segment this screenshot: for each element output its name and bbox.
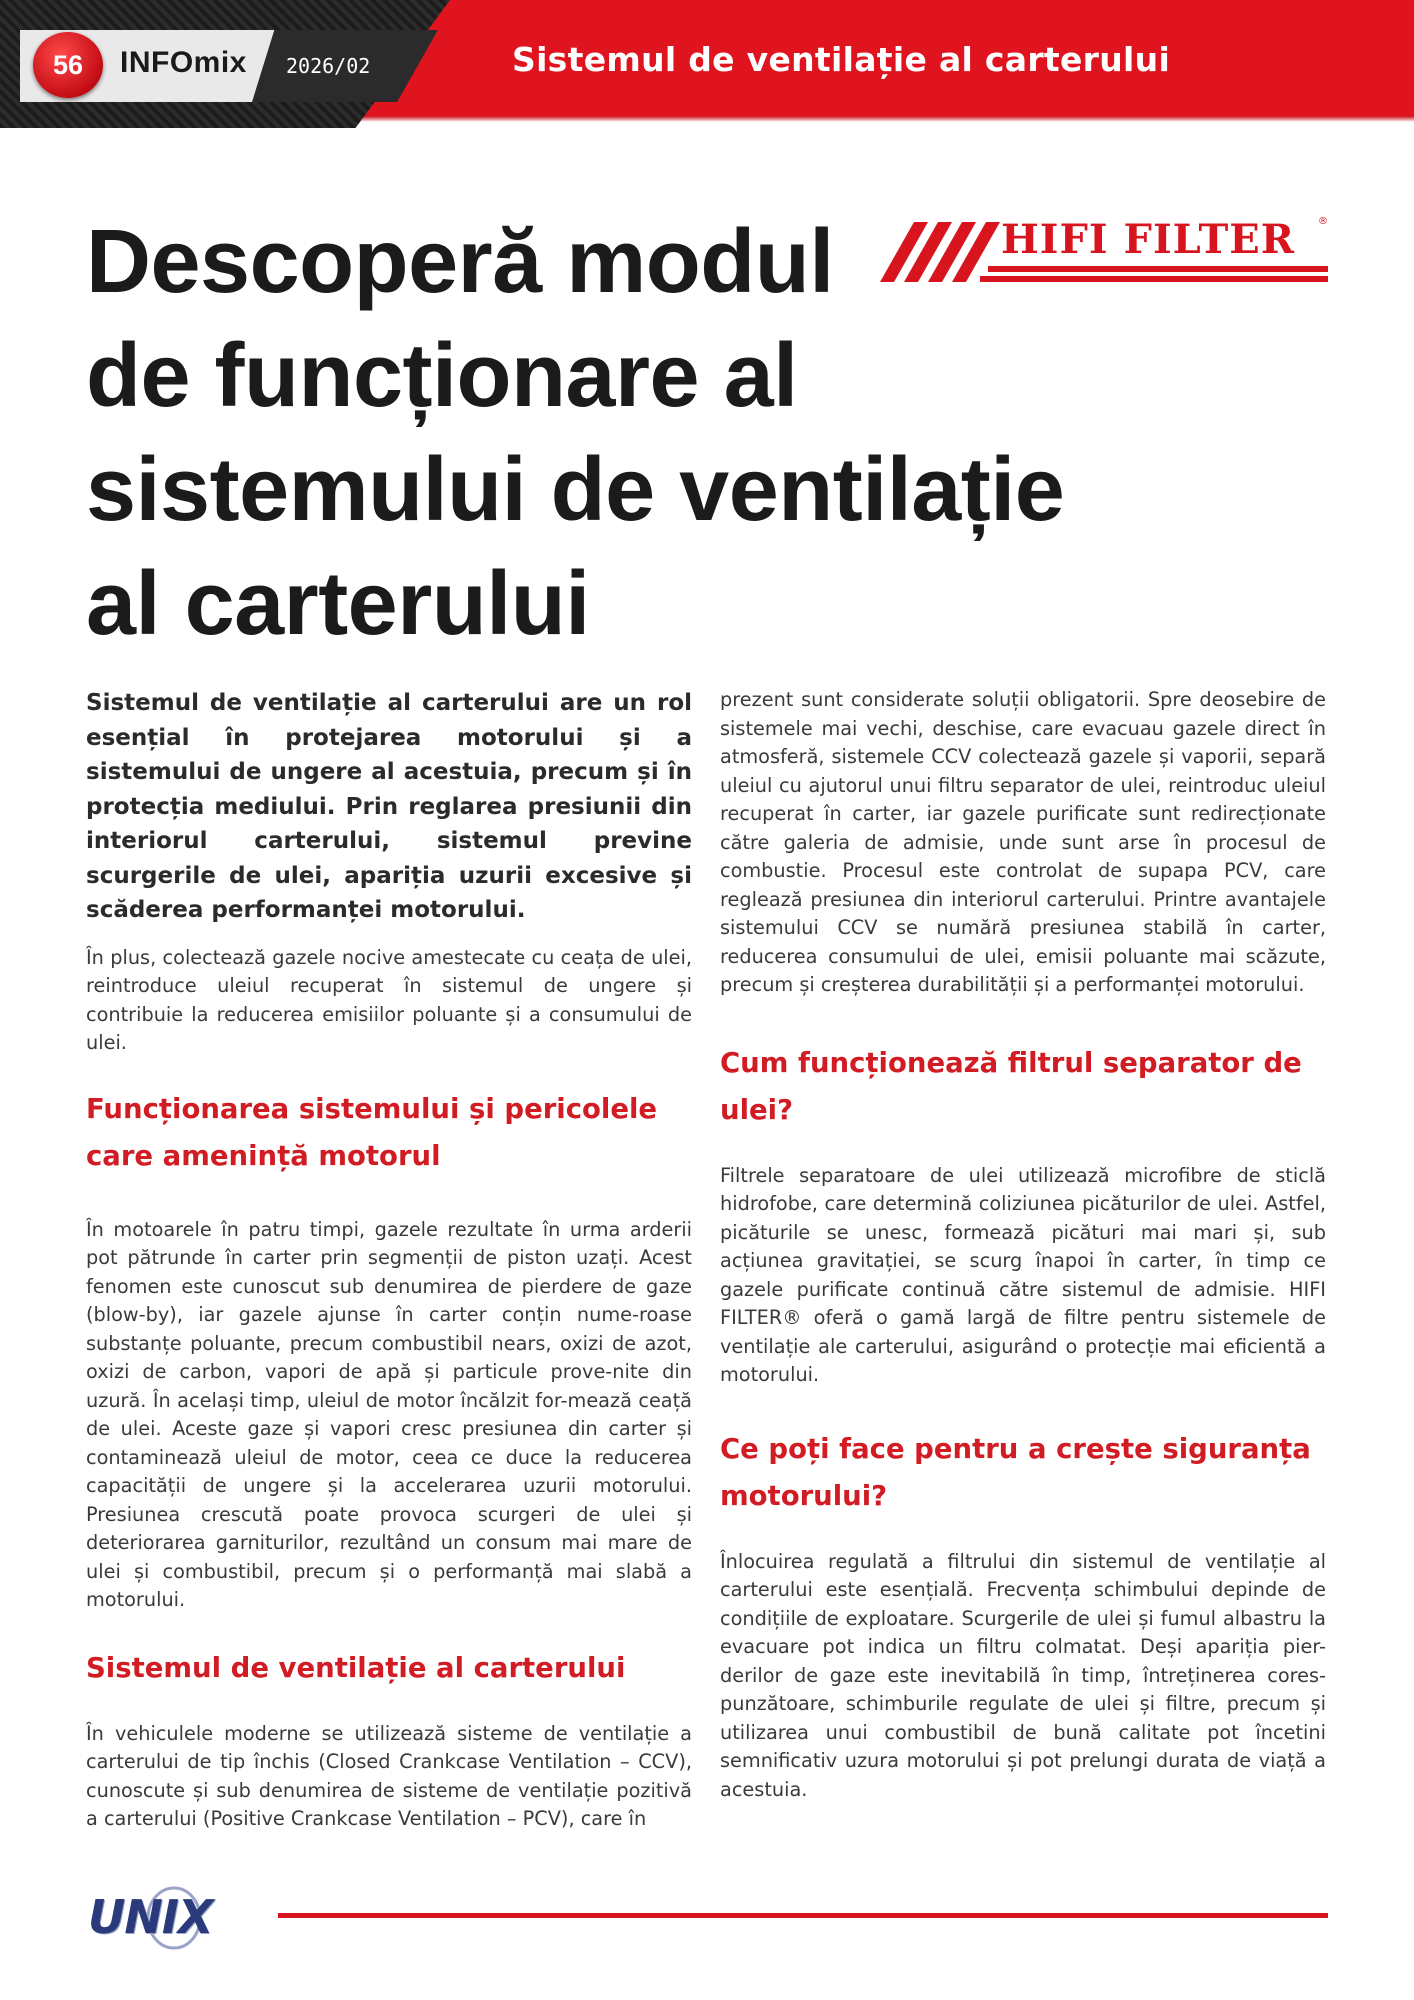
registered-mark: ®	[1318, 216, 1328, 227]
section-body: Înlocuirea regulată a filtrului din sistemul de ventilație al carterului este esențială. Frecvența schimbului depinde de condițiile de exploatare. Scurgerile de ulei și fumul albastru la evacuare pot indica un filtru colmatat. Deși apariția pier-derilor de gaze este inevitabilă în timp, întreținerea cores-punzătoare, schimburile regulate de ulei și filtre, precum și utilizarea unui combustibil de bună calitate pot încetini semnificativ uzura motorului și pot prelungi durata de viață a acestuia.	[720, 1549, 1326, 1801]
page-header	[0, 0, 1414, 128]
section-body: Filtrele separatoare de ulei utilizează microfibre de sticlă hidrofobe, care determină coliziunea picăturilor de ulei. Astfel, picăturile se unesc, formează picături mai mari și, sub acțiunea gravitației, se scurg înapoi în carter, în timp ce gazele purificate continuă către sistemul de admisie. HIFI FILTER® oferă o gamă largă de filtre pentru sistemele de ventilație ale carterului, asigurând o protecție mai eficientă a motorului.	[720, 1163, 1326, 1386]
section-heading: Sistemul de ventilație al carterului	[86, 1651, 626, 1684]
article-title-line: Descoperă modul	[86, 212, 834, 312]
intro-paragraph: În plus, colectează gazele nocive amestecate cu ceața de ulei, reintroduce uleiul recuperat în sistemul de ungere și contribuie la reducerea emisiilor poluante și a consumului de ulei.	[86, 945, 692, 1054]
section-heading: Cum funcționează filtrul separator de ulei?	[720, 1046, 1302, 1126]
article-title-line: al carterului	[86, 554, 590, 654]
unix-logo-text: UNIX	[88, 1890, 213, 1944]
magazine-name: INFOmix	[120, 46, 247, 79]
article-title-line: de funcționare al	[86, 326, 798, 426]
hifi-filter-logo	[876, 216, 1328, 286]
continuation-paragraph: prezent sunt considerate soluții obligatorii. Spre deosebire de sistemele mai vechi, deschise, care evacuau gazele direct în atmosferă, sistemele CCV colectează gazele și vaporii, separă uleiul cu ajutorul unui filtru separator de ulei, reintroduc uleiul recuperat în carter, iar gazele purificate sunt redirecționate către galeria de admisie, unde sunt arse în procesul de combustie. Procesul este controlat de supapa PCV, care reglează presiunea din interiorul carterului. Printre avantajele sistemului CCV se numără presiunea stabilă în carter, reducerea consumului de ulei, emisii poluante mai scăzute, precum și creșterea durabilității și a performanței motorului.	[720, 688, 1326, 996]
footer-divider	[278, 1913, 1328, 1918]
right-column	[720, 686, 1326, 1804]
lead-paragraph: Sistemul de ventilație al carterului are un rol esențial în protejarea motorului și a sistemului de ungere al acestuia, precum și în protecția mediului. Prin reglarea presiunii din interiorul carterului, sistemul previne scurgerile de ulei, apariția uzurii excesive și scăderea performanței motorului.	[86, 690, 692, 923]
section-body: În vehiculele moderne se utilizează sisteme de ventilație a carterului de tip închis (Closed Crankcase Ventilation – CCV), cunoscute și sub denumirea de sisteme de ventilație pozitivă a carterului (Positive Crankcase Ventilation – PCV), care în	[86, 1721, 692, 1830]
unix-logo	[86, 1882, 246, 1952]
section-title: Sistemul de ventilație al carterului	[512, 40, 1171, 79]
issue-number: 2026/02	[286, 54, 371, 78]
section-heading: Funcționarea sistemului și pericolele care amenință motorul	[86, 1092, 658, 1172]
section-body: În motoarele în patru timpi, gazele rezultate în urma arderii pot pătrunde în carter prin segmenții de piston uzați. Acest fenomen este cunoscut sub denumirea de pierdere de gaze (blow-by), iar gazele ajunse în carter conțin nume-roase substanțe poluante, precum combustibil nears, oxizi de azot, oxizi de carbon, vapori de apă și particule prove-nite din uzură. În același timp, uleiul de motor încălzit for-mează ceață de ulei. Aceste gaze și vapori cresc presiunea din carter și contaminează uleiul de motor, ceea ce duce la reducerea capacității de ungere și la accelerarea uzurii motorului. Presiunea crescută poate provoca scurgeri de ulei și deteriorarea garniturilor, rezultând un consum mai mare de ulei și combustibil, precum și o performanță mai slabă a motorului.	[86, 1217, 692, 1611]
left-column	[86, 686, 692, 1834]
article-title-line: sistemului de ventilație	[86, 440, 1065, 540]
hifi-logo-text: HIFI FILTER	[1001, 216, 1296, 263]
page-number-badge: 56	[33, 32, 103, 98]
section-heading: Ce poți face pentru a crește siguranța motorului?	[720, 1432, 1311, 1512]
